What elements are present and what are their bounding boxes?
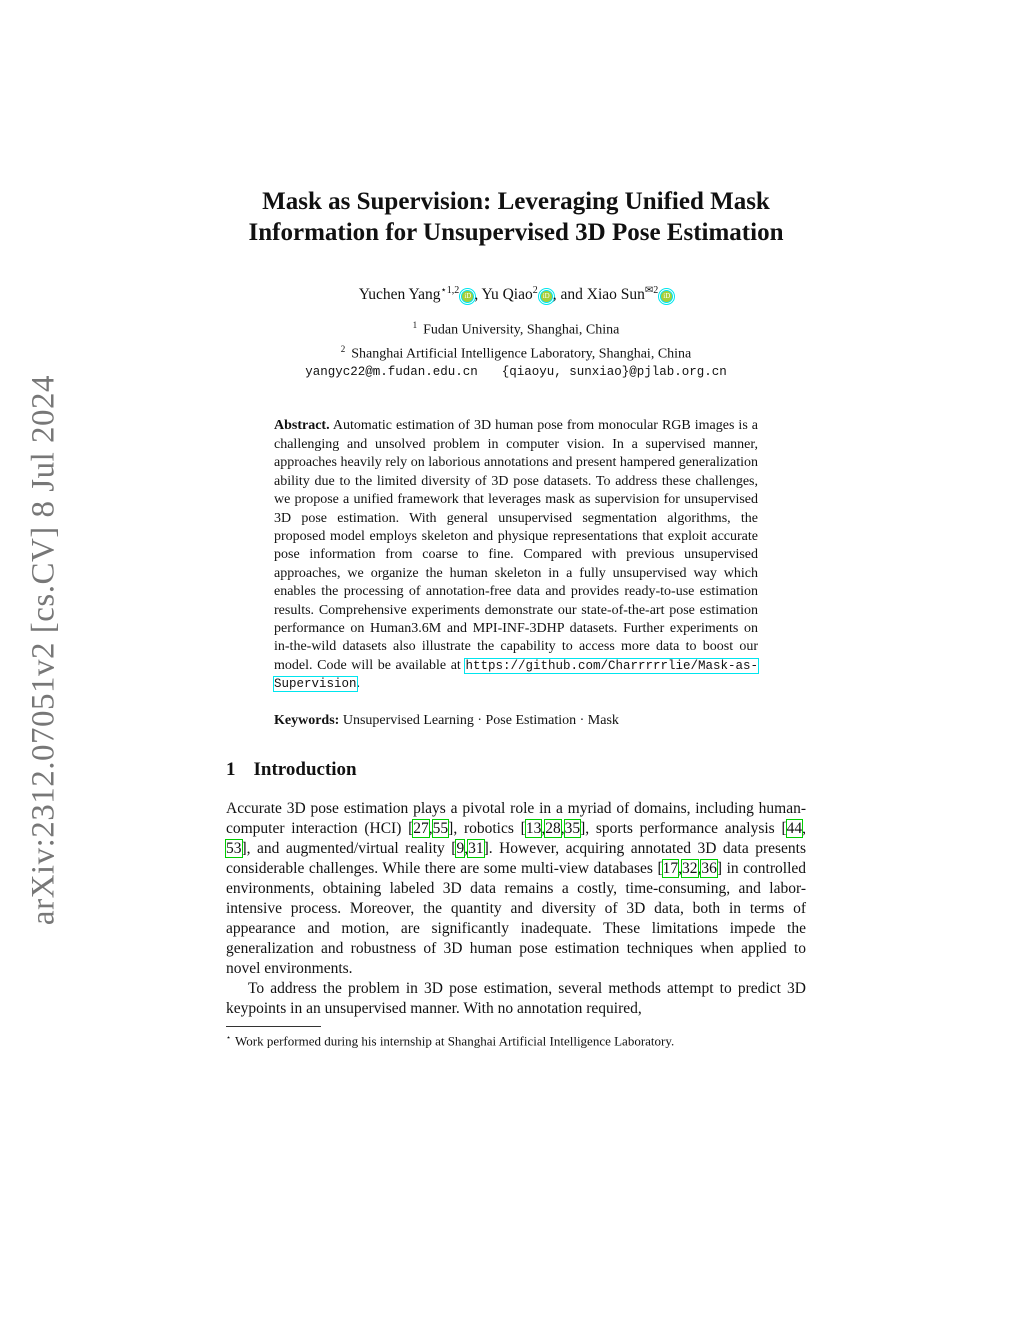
email-addresses	[226, 363, 806, 382]
affiliation-text: Shanghai Artificial Intelligence Laboratory, Shanghai, China	[351, 346, 692, 362]
affiliations	[226, 316, 806, 382]
text-run: ,	[464, 839, 469, 857]
author-affil-marker: ✉2	[644, 285, 659, 296]
paper-page	[226, 186, 806, 1049]
paper-title	[226, 186, 806, 248]
footnote-text: Work performed during his internship at Shanghai Artificial Intelligence Laboratory.	[235, 1032, 675, 1048]
text-run: ,	[697, 859, 702, 877]
citation-link[interactable]: 44	[786, 819, 803, 837]
citation-link[interactable]: 55	[432, 819, 449, 837]
keywords	[274, 713, 758, 729]
keywords-label: Keywords:	[274, 712, 340, 728]
author-affil-marker: 2	[532, 285, 538, 296]
citation-link[interactable]: 32	[682, 859, 698, 877]
keywords-text: Unsupervised Learning · Pose Estimation · Mask	[342, 712, 619, 728]
affiliation-1	[226, 316, 806, 340]
footnote	[226, 1033, 806, 1049]
author-affil-marker: ⋆1,2	[440, 285, 460, 296]
title-line-2: Information for Unsupervised 3D Pose Estimation	[248, 219, 784, 246]
abstract	[274, 417, 758, 693]
code-repository-link[interactable]: https://github.com/Charrrrrlie/Mask-as-Supervision	[274, 658, 758, 692]
affiliation-number: 2	[340, 343, 346, 354]
citation-link[interactable]: 36	[701, 859, 717, 877]
affiliation-2	[226, 340, 806, 364]
footnote-divider	[226, 1026, 321, 1027]
text-run: ,	[678, 859, 683, 877]
text-run: ], sports performance analysis [	[580, 819, 787, 837]
author-separator: ,	[474, 286, 482, 304]
citation-link[interactable]: 53	[226, 839, 242, 857]
author-separator: , and	[552, 286, 587, 304]
orcid-icon[interactable]: iD	[461, 290, 474, 303]
abstract-text: Automatic estimation of 3D human pose from monocular RGB images is a challenging and unsolved problem in computer vision. In a supervised manner, approaches heavily rely on laborious annotations and present hampered generalization ability due to the limited diversity of 3D pose datasets. To address these challenges, we propose a unified framework that leverages mask as supervision for unsupervised 3D pose estimation. With general unsupervised segmentation algorithms, the proposed model employs skeleton and physique representations that exploit accurate pose information from coarse to fine. Compared with previous unsupervised approaches, we organize the human skeleton in a fully unsupervised way which enables the processing of annotation-free data and provides ready-to-use estimation results. Comprehensive experiments demonstrate our state-of-the-art pose estimation performance on Human3.6M and MPI-INF-3DHP datasets. Further experiments on in-the-wild datasets also illustrate the capability to access more data to boost our model. Code will be available at	[274, 418, 758, 673]
text-run: ]. However, acquiring annotated 3D data presents considerable challenges. While there are some multi-view databases [	[226, 839, 806, 877]
author-name: Xiao Sun	[586, 286, 645, 304]
title-line-1: Mask as Supervision: Leveraging Unified Mask	[262, 188, 770, 215]
affiliation-number: 1	[412, 320, 418, 331]
section-number: 1	[226, 758, 236, 780]
text-run: ,	[428, 819, 433, 837]
citation-link[interactable]: 35	[564, 819, 581, 837]
affiliation-text: Fudan University, Shanghai, China	[423, 322, 620, 338]
paragraph-1	[226, 799, 806, 979]
text-run: ], robotics [	[448, 819, 526, 837]
email-2: {qiaoyu, sunxiao}@pjlab.org.cn	[501, 365, 727, 380]
text-run: Accurate 3D pose estimation plays a pivotal role in a myriad of domains, including human-computer interaction (HCI) [	[226, 799, 806, 837]
text-run: ] in controlled environments, obtaining labeled 3D data remains a costly, time-consuming, and labor-intensive process. Moreover, the quantity and diversity of 3D data, both in terms of appearance and motion, are significantly inadequate. These limitations impede the generalization and robustness of 3D human pose estimation techniques when applied to novel environments.	[226, 859, 807, 977]
orcid-icon[interactable]: iD	[540, 290, 553, 303]
section-title: Introduction	[253, 758, 357, 780]
citation-link[interactable]: 31	[468, 839, 484, 857]
citation-link[interactable]: 13	[525, 819, 542, 837]
citation-link[interactable]: 17	[662, 859, 679, 877]
text-run: ,	[802, 819, 806, 837]
text-run: ,	[541, 819, 546, 837]
paragraph-2: To address the problem in 3D pose estimation, several methods attempt to predict 3D keypoints in an unsupervised manner. With no annotation required,	[226, 979, 806, 1017]
text-run: ], and augmented/virtual reality [	[241, 839, 457, 857]
arxiv-identifier-stamp: arXiv:2312.07051v2 [cs.CV] 8 Jul 2024	[25, 374, 62, 926]
author-name: Yu Qiao	[481, 286, 533, 304]
citation-link[interactable]: 28	[545, 819, 561, 837]
citation-link[interactable]: 27	[413, 819, 429, 837]
orcid-icon[interactable]: iD	[660, 290, 673, 303]
author-list	[226, 285, 806, 304]
section-heading	[226, 759, 806, 781]
citation-link[interactable]: 9	[456, 839, 465, 857]
body-text	[226, 799, 806, 1019]
text-run: ,	[560, 819, 565, 837]
footnote-mark: ⋆	[226, 1032, 232, 1042]
abstract-label: Abstract.	[274, 418, 330, 434]
author-name: Yuchen Yang	[358, 286, 441, 304]
email-1: yangyc22@m.fudan.edu.cn	[305, 365, 478, 380]
abstract-end-punct: .	[356, 676, 361, 692]
